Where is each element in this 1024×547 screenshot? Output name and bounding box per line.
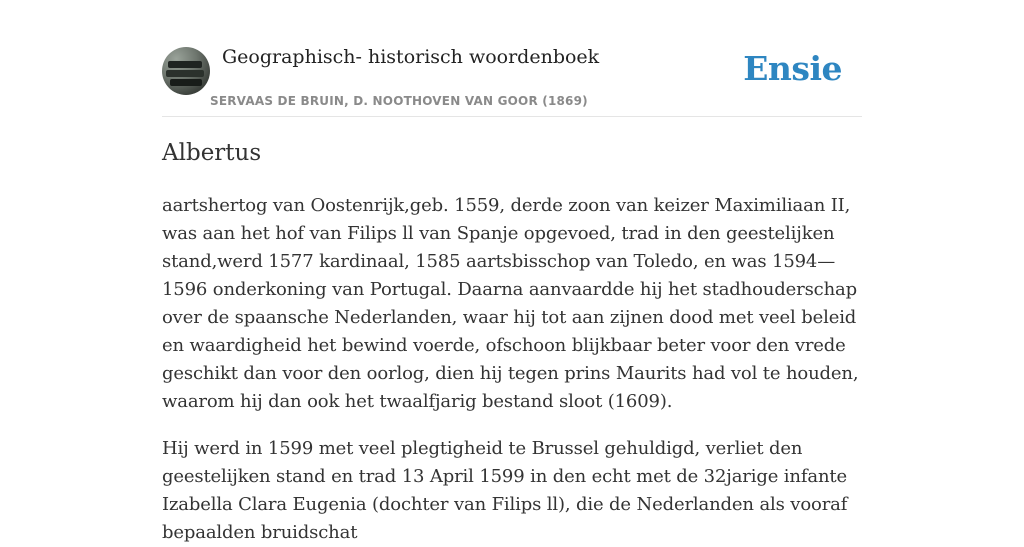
brand-logo[interactable]: Ensie (743, 49, 842, 88)
author-line[interactable]: SERVAAS DE BRUIN, D. NOOTHOVEN VAN GOOR (1869) (210, 94, 588, 108)
book-spine-3 (170, 79, 202, 86)
entry-paragraph-2: Hij werd in 1599 met veel plegtigheid te Brussel gehuldigd, verliet den geestelijken stand en trad 13 April 1599 in den echt met de 32jarige infante Izabella Clara Eugenia (dochter van Filips ll), die de Nederlanden als vooraf bepaalden bruidschat (162, 438, 848, 543)
entry-paragraph-1: aartshertog van Oostenrijk,geb. 1559, derde zoon van keizer Maximiliaan II, was aan het hof van Filips ll van Spanje opgevoed, trad in den geestelijken stand,werd 1577 kardinaal, 1585 aartsbisschop van Toledo, en was 1594—1596 onderkoning van Portugal. Daarna aanvaardde hij het stadhouderschap over de spaansche Nederlanden, waar hij tot aan zijnen dood met veel beleid en waardigheid het bewind voerde, ofschoon blijkbaar beter voor den vrede geschikt dan voor den oorlog, dien hij tegen prins Maurits had vol te houden, waarom hij dan ook het twaalfjarig bestand sloot (1609). (162, 195, 859, 412)
book-title-link[interactable]: Geographisch- historisch woordenboek (222, 46, 600, 68)
page-container (162, 0, 862, 543)
book-stack-icon[interactable] (162, 47, 210, 95)
book-spine-1 (168, 61, 202, 68)
header (162, 0, 862, 117)
entry-title: Albertus (162, 140, 262, 166)
book-spine-2 (166, 70, 204, 77)
